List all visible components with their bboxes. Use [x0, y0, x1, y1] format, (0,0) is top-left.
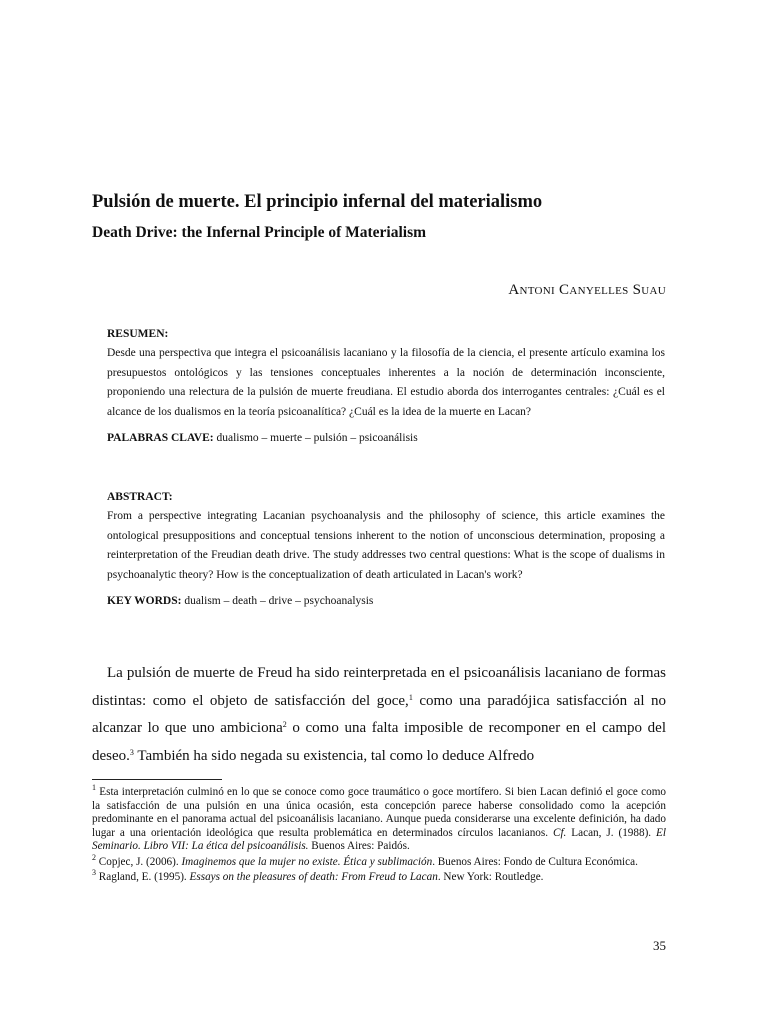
- footnote-text: . New York: Routledge.: [437, 871, 544, 883]
- body-text-part: como una paradójica satisfacción al no alcanzar lo que uno ambiciona: [92, 692, 667, 736]
- footnote-3: [92, 868, 666, 885]
- page-number: 35: [653, 938, 666, 953]
- footnote-cf: Cf.: [552, 826, 567, 839]
- footnote-title: El Seminario. Libro VII: La ética del psicoanálisis.: [92, 826, 666, 852]
- abstract-text: From a perspective integrating Lacanian psychoanalysis and the philosophy of science, this article examines the ontological presuppositions and conceptual tensions inherent to the notion of unconscious determination, proposing a reinterpretation of the Freudian death drive. The study addresses two central questions: What is the scope of dualisms in psychoanalytic theory? How is the conceptualization of death articulated in Lacan's work?: [107, 510, 665, 581]
- footnote-1: [92, 783, 666, 854]
- article-title: Pulsión de muerte. El principio infernal del materialismo: [92, 192, 543, 212]
- footnote-text: Ragland, E. (1995).: [96, 871, 190, 883]
- key-words: [107, 592, 665, 611]
- abstract-heading: ABSTRACT:: [107, 491, 173, 503]
- palabras-clave-values: dualismo – muerte – pulsión – psicoanálisis: [216, 432, 418, 445]
- footnote-text: Esta interpretación culminó en lo que se conoce como goce traumático o goce mortífero. Si bien Lacan definió el goce como la satisfacción de una pulsión en una única ocasión, esta concepción parece haberse consolidado como la acepción predominante en el panorama actual del psicoanálisis lacaniano. Aunque pueda considerarse una excelente definición, ha dado lugar a una orientación ideológica que resulta problemática en determinados círculos lacanianos.: [92, 786, 666, 839]
- footnote-divider: [92, 779, 222, 780]
- body-text-part: También ha sido negada su existencia, tal como lo deduce Alfredo: [133, 747, 535, 764]
- footnote-number: 2: [92, 852, 96, 862]
- body-text-part: La pulsión de muerte de Freud ha sido reinterpretada en el psicoanálisis lacaniano de formas distintas: como el objeto de satisfacción del goce,: [92, 665, 666, 709]
- abstract-section: [107, 488, 665, 611]
- footnote-ref-1[interactable]: 1: [408, 692, 413, 702]
- palabras-clave-label: PALABRAS CLAVE:: [107, 432, 214, 445]
- footnote-number: 1: [92, 783, 96, 792]
- resumen-heading: RESUMEN:: [107, 328, 169, 340]
- key-words-values: dualism – death – drive – psychoanalysis: [184, 595, 374, 608]
- resumen-section: [107, 325, 665, 448]
- palabras-clave: [107, 429, 665, 448]
- author-name: Antoni Canyelles Suau: [508, 282, 666, 298]
- footnotes-section: [92, 783, 666, 887]
- footnote-2: [92, 852, 666, 870]
- body-text-part: o como una falta imposible de recomponer en el campo del deseo.: [92, 720, 666, 764]
- resumen-text: Desde una perspectiva que integra el psicoanálisis lacaniano y la filosofía de la ciencia, el presente artículo examina los presupuestos ontológicos y las tensiones conceptuales inherentes a la noción de determinación inconsciente, proponiendo una relectura de la pulsión de muerte freudiana. El estudio aborda dos interrogantes centrales: ¿Cuál es el alcance de los dualismos en la teoría psicoanalítica? ¿Cuál es la idea de la muerte en Lacan?: [107, 347, 665, 418]
- footnote-ref-2[interactable]: 2: [282, 720, 287, 729]
- article-subtitle: Death Drive: the Infernal Principle of Materialism: [92, 224, 427, 241]
- footnote-title: Essays on the pleasures of death: From Freud to Lacan: [189, 871, 438, 883]
- footnote-title: Imaginemos que la mujer no existe. Ética y sublimación: [181, 855, 433, 868]
- footnote-text: Lacan, J. (1988).: [566, 826, 657, 839]
- footnote-text: Copjec, J. (2006).: [96, 855, 182, 868]
- footnote-ref-3[interactable]: 3: [129, 747, 134, 757]
- key-words-label: KEY WORDS:: [107, 595, 182, 608]
- footnote-number: 3: [92, 868, 96, 877]
- body-paragraph: [92, 660, 666, 770]
- footnote-text: Buenos Aires: Paidós.: [308, 840, 410, 852]
- footnote-text: . Buenos Aires: Fondo de Cultura Económica.: [432, 855, 638, 868]
